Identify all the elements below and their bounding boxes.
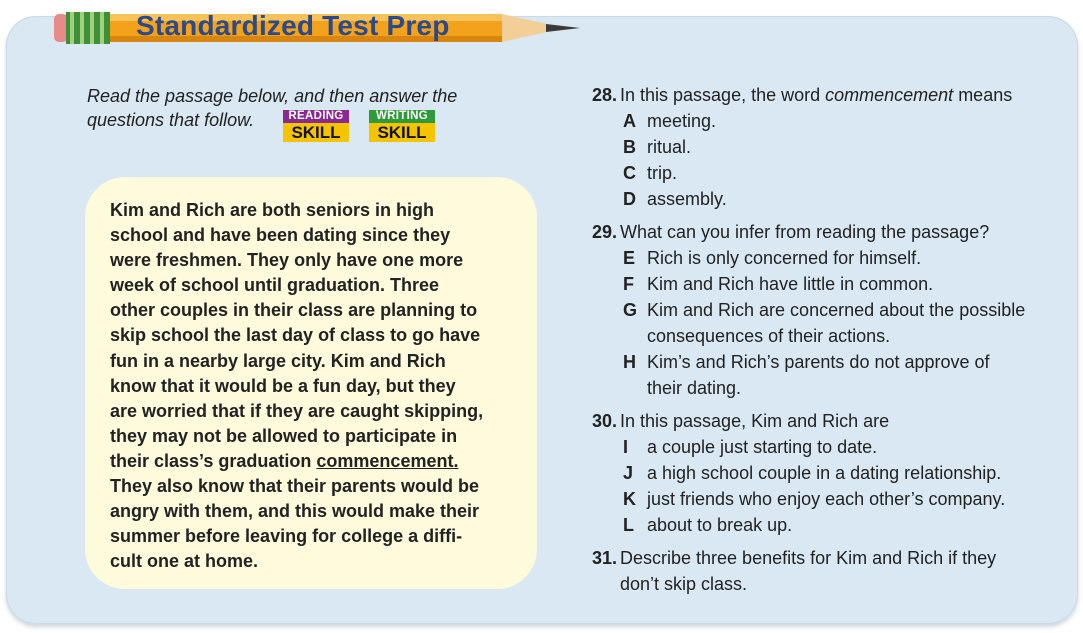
- question-number: 31.: [591, 548, 617, 568]
- stem-text: means: [953, 85, 1013, 105]
- passage-text: their class’s graduation: [110, 450, 317, 471]
- underlined-vocabulary-word: commencement.: [316, 450, 459, 471]
- option-text-line: Kim’s and Rich’s parents do not approve of: [647, 352, 990, 372]
- question-29: [583, 219, 1053, 245]
- passage-line: they may not be allowed to participate in: [110, 425, 458, 446]
- passage-line: school and have been dating since they: [110, 225, 451, 246]
- option-letter: C: [623, 163, 636, 183]
- question-stem: [620, 82, 1050, 108]
- stem-line: don’t skip class.: [620, 574, 748, 594]
- option-letter: K: [623, 489, 636, 509]
- badge-bottom-label: SKILL: [369, 123, 435, 142]
- page-title: Standardized Test Prep: [136, 10, 450, 41]
- stem-line: Describe three benefits for Kim and Rich if they: [620, 548, 997, 568]
- passage-line: are worried that if they are caught skipping,: [110, 400, 484, 421]
- question-number: 29.: [591, 222, 617, 242]
- option-text-line: Kim and Rich are concerned about the possible: [647, 300, 1026, 320]
- option-text: ritual.: [647, 137, 692, 157]
- reading-skill-badge: [283, 110, 349, 142]
- question-stem: [620, 545, 1050, 597]
- option-text: [647, 349, 1047, 401]
- question-number: 30.: [591, 411, 617, 431]
- option-text: [647, 297, 1047, 349]
- option-text: a high school couple in a dating relationship.: [647, 463, 1002, 483]
- passage-line: other couples in their class are planning to: [110, 300, 478, 321]
- option-letter: B: [623, 137, 636, 157]
- question-stem: What can you infer from reading the passage?: [620, 222, 990, 242]
- passage-line: week of school until graduation. Three: [110, 275, 440, 296]
- option-text-line: consequences of their actions.: [647, 326, 891, 346]
- question-30: [583, 408, 1053, 434]
- passage-line: angry with them, and this would make their: [110, 501, 480, 522]
- passage-line: skip school the last day of class to go have: [110, 325, 481, 346]
- question-31: [583, 545, 1053, 597]
- option-letter: H: [623, 352, 636, 372]
- option-text: Rich is only concerned for himself.: [647, 248, 922, 268]
- passage-line: [110, 449, 520, 474]
- option-letter: A: [623, 111, 636, 131]
- option-text: Kim and Rich have little in common.: [647, 274, 934, 294]
- passage-line: fun in a nearby large city. Kim and Rich: [110, 350, 446, 371]
- stem-text: In this passage, the word: [620, 85, 826, 105]
- badge-bottom-label: SKILL: [283, 123, 349, 142]
- option-text: assembly.: [647, 189, 727, 209]
- option-letter: I: [623, 437, 629, 457]
- passage-line: They also know that their parents would be: [110, 476, 480, 497]
- badge-top-label: READING: [283, 110, 349, 123]
- option-letter: L: [623, 515, 634, 535]
- question-number: 28.: [591, 85, 617, 105]
- option-letter: J: [623, 463, 634, 483]
- question-28: [583, 82, 1053, 108]
- passage-line: Kim and Rich are both seniors in high: [110, 200, 435, 220]
- instructions-line-1: Read the passage below, and then answer the: [87, 86, 458, 106]
- instructions-line-2: questions that follow.: [87, 110, 255, 130]
- option-text: a couple just starting to date.: [647, 437, 878, 457]
- badge-top-label: WRITING: [369, 110, 435, 123]
- passage-line: cult one at home.: [110, 551, 259, 572]
- option-text: just friends who enjoy each other’s company.: [647, 489, 1006, 509]
- writing-skill-badge: [369, 110, 435, 142]
- option-letter: G: [623, 300, 638, 320]
- stem-italic-word: commencement: [825, 85, 954, 105]
- option-letter: D: [623, 189, 636, 209]
- option-letter: F: [623, 274, 634, 294]
- option-text-line: their dating.: [647, 378, 742, 398]
- option-text: meeting.: [647, 111, 717, 131]
- reading-passage: [110, 198, 520, 574]
- option-text: trip.: [647, 163, 678, 183]
- passage-line: know that it would be a fun day, but they: [110, 375, 456, 396]
- option-letter: E: [623, 248, 636, 268]
- question-stem: In this passage, Kim and Rich are: [620, 411, 890, 431]
- passage-line: summer before leaving for college a diffi-: [110, 526, 463, 547]
- option-text: about to break up.: [647, 515, 793, 535]
- passage-line: were freshmen. They only have one more: [110, 250, 464, 271]
